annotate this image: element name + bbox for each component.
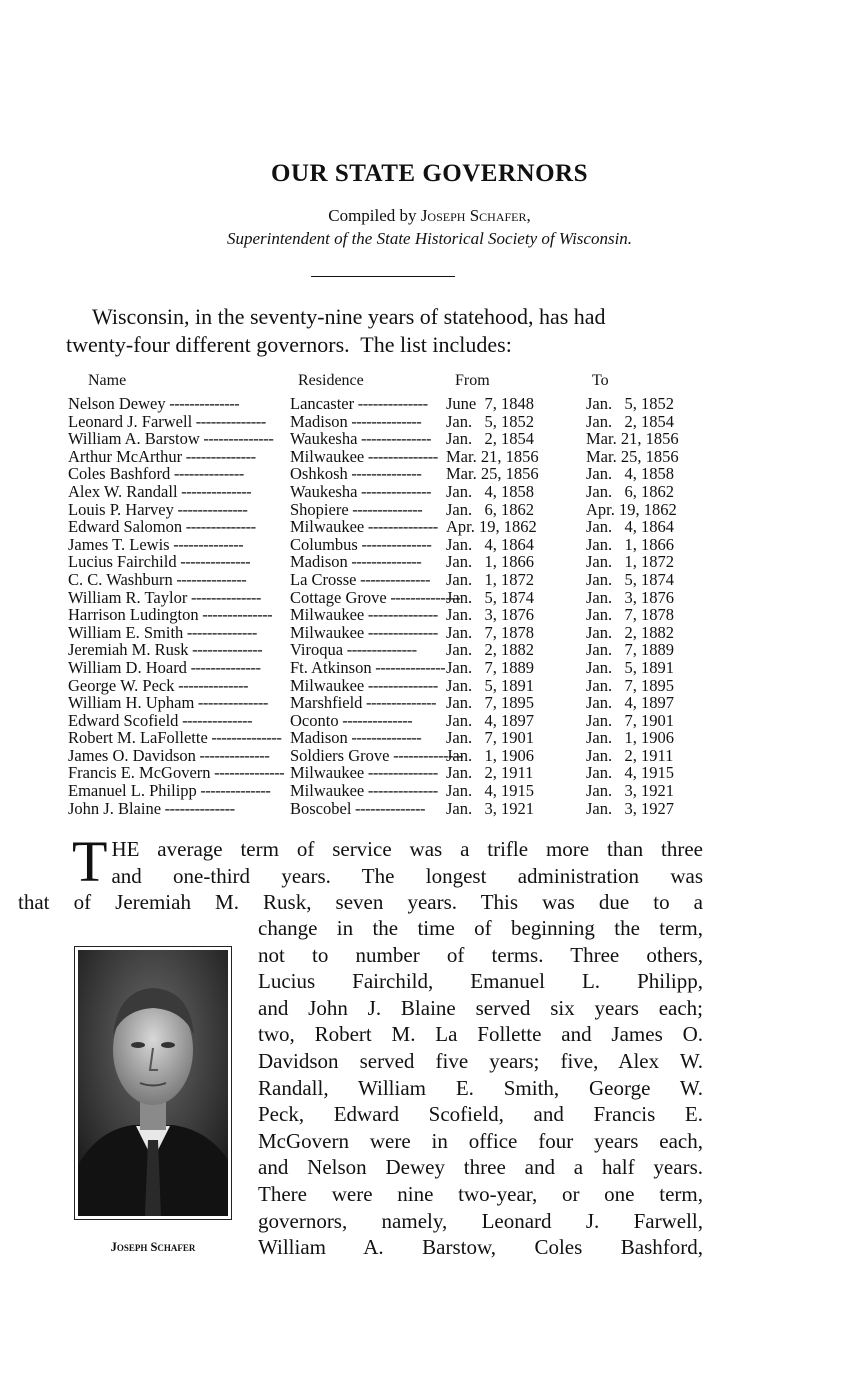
term-to: Jan. 4, 1897 bbox=[586, 693, 674, 713]
term-to: Jan. 3, 1921 bbox=[586, 781, 674, 801]
governor-row bbox=[68, 553, 679, 571]
governor-residence: Cottage Grove -------------- bbox=[290, 587, 461, 607]
term-to: Mar. 25, 1856 bbox=[586, 446, 679, 466]
governor-row bbox=[68, 589, 679, 607]
term-to: Apr. 19, 1862 bbox=[586, 499, 677, 519]
portrait-caption: Joseph Schafer bbox=[110, 1240, 196, 1254]
body-line: McGovern were in office four years each, bbox=[258, 1128, 703, 1153]
governor-row bbox=[68, 536, 679, 554]
governor-residence: Waukesha -------------- bbox=[290, 429, 431, 449]
governor-residence: Soldiers Grove -------------- bbox=[290, 745, 464, 765]
body-line: change in the time of beginning the term, bbox=[258, 916, 703, 940]
term-from: Jan. 6, 1862 bbox=[446, 499, 534, 519]
governor-name: Coles Bashford -------------- bbox=[68, 464, 244, 484]
governor-residence: Madison -------------- bbox=[290, 728, 422, 748]
term-to: Jan. 7, 1901 bbox=[586, 710, 674, 730]
term-to: Jan. 2, 1911 bbox=[586, 745, 674, 765]
term-to: Mar. 21, 1856 bbox=[586, 429, 679, 449]
body-line: Lucius Fairchild, Emanuel L. Philipp, bbox=[258, 969, 703, 994]
governor-row bbox=[68, 518, 679, 536]
governor-name: Leonard J. Farwell -------------- bbox=[68, 411, 266, 431]
governor-row bbox=[68, 694, 679, 712]
body-paragraph-right bbox=[258, 915, 703, 1261]
term-to: Jan. 4, 1915 bbox=[586, 763, 674, 783]
governor-row bbox=[68, 430, 679, 448]
governor-name: Nelson Dewey -------------- bbox=[68, 394, 240, 413]
governor-row bbox=[68, 712, 679, 730]
governor-name: Edward Scofield -------------- bbox=[68, 710, 252, 730]
term-from: Jan. 7, 1895 bbox=[446, 693, 534, 713]
governor-name: Emanuel L. Philipp -------------- bbox=[68, 781, 271, 801]
body-line: two, Robert M. La Follette and James O. bbox=[258, 1022, 703, 1047]
body-paragraph-top bbox=[18, 829, 703, 916]
governor-row bbox=[68, 448, 679, 466]
page-title: OUR STATE GOVERNORS bbox=[271, 160, 588, 187]
governor-residence: Ft. Atkinson -------------- bbox=[290, 657, 446, 677]
body-line: There were nine two-year, or one term, bbox=[258, 1181, 703, 1206]
superintendent-line: Superintendent of the State Historical Society of Wisconsin. bbox=[226, 229, 633, 248]
governor-row bbox=[68, 677, 679, 695]
governor-residence: Oconto -------------- bbox=[290, 710, 413, 730]
governor-name: Louis P. Harvey -------------- bbox=[68, 499, 248, 519]
governor-row bbox=[68, 606, 679, 624]
governor-name: C. C. Washburn -------------- bbox=[68, 569, 247, 589]
term-from: Jan. 1, 1872 bbox=[446, 569, 534, 589]
body-line: HE average term of service was a trifle more than three bbox=[111, 837, 703, 861]
term-to: Jan. 1, 1906 bbox=[586, 728, 674, 748]
body-line: and Nelson Dewey three and a half years. bbox=[258, 1155, 703, 1180]
compiled-by-line bbox=[0, 206, 859, 226]
governor-row bbox=[68, 747, 679, 765]
governor-residence: Milwaukee -------------- bbox=[290, 605, 438, 625]
governor-residence: Madison -------------- bbox=[290, 411, 422, 431]
body-line: Davidson served five years; five, Alex W. bbox=[258, 1048, 703, 1073]
term-to: Jan. 5, 1874 bbox=[586, 569, 674, 589]
term-from: Mar. 21, 1856 bbox=[446, 446, 539, 466]
governor-name: John J. Blaine -------------- bbox=[68, 798, 235, 818]
term-to: Jan. 3, 1927 bbox=[586, 798, 674, 818]
term-to: Jan. 7, 1895 bbox=[586, 675, 674, 695]
body-line: that of Jeremiah M. Rusk, seven years. This was due to a bbox=[18, 890, 703, 915]
drop-cap: T bbox=[72, 829, 108, 894]
governor-name: Jeremiah M. Rusk -------------- bbox=[68, 640, 263, 660]
compiler-name: Joseph Schafer, bbox=[420, 206, 531, 225]
header-to: To bbox=[592, 372, 609, 389]
governor-residence: Viroqua -------------- bbox=[290, 640, 417, 660]
term-from: Apr. 19, 1862 bbox=[446, 517, 537, 537]
term-from: Jan. 3, 1921 bbox=[446, 798, 534, 818]
body-line: not to number of terms. Three others, bbox=[258, 942, 703, 967]
term-from: Jan. 4, 1897 bbox=[446, 710, 534, 730]
governor-name: Harrison Ludington -------------- bbox=[68, 605, 273, 625]
governor-residence: Shopiere -------------- bbox=[290, 499, 423, 519]
governor-name: William D. Hoard -------------- bbox=[68, 657, 261, 677]
governor-name: William R. Taylor -------------- bbox=[68, 587, 261, 607]
governors-table-header bbox=[0, 372, 859, 392]
governor-row bbox=[68, 800, 679, 818]
governors-table bbox=[68, 395, 679, 817]
body-line: and John J. Blaine served six years each; bbox=[258, 995, 703, 1020]
portrait-image bbox=[78, 950, 228, 1216]
term-to: Jan. 2, 1882 bbox=[586, 622, 674, 642]
term-from: Jan. 4, 1864 bbox=[446, 534, 534, 554]
governor-name: Francis E. McGovern -------------- bbox=[68, 763, 285, 783]
governor-residence: Madison -------------- bbox=[290, 552, 422, 572]
header-from: From bbox=[455, 372, 490, 389]
governor-residence: La Crosse -------------- bbox=[290, 569, 431, 589]
governor-row bbox=[68, 395, 679, 413]
term-to: Jan. 7, 1889 bbox=[586, 640, 674, 660]
governor-row bbox=[68, 624, 679, 642]
governor-residence: Columbus -------------- bbox=[290, 534, 432, 554]
body-line: Randall, William E. Smith, George W. bbox=[258, 1075, 703, 1100]
intro-paragraph bbox=[66, 303, 706, 359]
term-from: Jan. 5, 1852 bbox=[446, 411, 534, 431]
term-to: Jan. 4, 1864 bbox=[586, 517, 674, 537]
term-from: Jan. 5, 1874 bbox=[446, 587, 534, 607]
governor-residence: Milwaukee -------------- bbox=[290, 763, 438, 783]
governor-residence: Oshkosh -------------- bbox=[290, 464, 422, 484]
term-from: Jan. 2, 1854 bbox=[446, 429, 534, 449]
term-from: Jan. 1, 1866 bbox=[446, 552, 534, 572]
term-to: Jan. 6, 1862 bbox=[586, 481, 674, 501]
term-to: Jan. 4, 1858 bbox=[586, 464, 674, 484]
term-to: Jan. 2, 1854 bbox=[586, 411, 674, 431]
governor-residence: Boscobel -------------- bbox=[290, 798, 425, 818]
governor-name: Arthur McArthur -------------- bbox=[68, 446, 256, 466]
header-residence: Residence bbox=[298, 372, 364, 389]
intro-line-2: twenty-four different governors. The list includes: bbox=[66, 332, 512, 357]
term-to: Jan. 1, 1872 bbox=[586, 552, 674, 572]
term-from: Mar. 25, 1856 bbox=[446, 464, 539, 484]
term-from: Jan. 7, 1878 bbox=[446, 622, 534, 642]
governor-residence: Milwaukee -------------- bbox=[290, 622, 438, 642]
governor-name: Alex W. Randall -------------- bbox=[68, 481, 252, 501]
body-line: William A. Barstow, Coles Bashford, bbox=[258, 1235, 703, 1260]
governor-name: Robert M. LaFollette -------------- bbox=[68, 728, 282, 748]
term-from: Jan. 2, 1911 bbox=[446, 763, 534, 783]
governor-name: Edward Salomon -------------- bbox=[68, 517, 256, 537]
governor-name: Lucius Fairchild -------------- bbox=[68, 552, 251, 572]
term-from: Jan. 4, 1858 bbox=[446, 481, 534, 501]
governor-row bbox=[68, 465, 679, 483]
governor-row bbox=[68, 501, 679, 519]
governor-residence: Milwaukee -------------- bbox=[290, 446, 438, 466]
term-from: Jan. 7, 1889 bbox=[446, 657, 534, 677]
term-from: Jan. 1, 1906 bbox=[446, 745, 534, 765]
intro-line-1: Wisconsin, in the seventy-nine years of statehood, has had bbox=[92, 304, 606, 329]
term-to: Jan. 7, 1878 bbox=[586, 605, 674, 625]
governor-residence: Milwaukee -------------- bbox=[290, 781, 438, 801]
term-from: Jan. 4, 1915 bbox=[446, 781, 534, 801]
term-from: Jan. 2, 1882 bbox=[446, 640, 534, 660]
governor-name: James O. Davidson -------------- bbox=[68, 745, 270, 765]
governor-name: William A. Barstow -------------- bbox=[68, 429, 274, 449]
term-to: Jan. 5, 1852 bbox=[586, 394, 674, 413]
term-from: Jan. 3, 1876 bbox=[446, 605, 534, 625]
governor-row bbox=[68, 571, 679, 589]
compiled-by-prefix: Compiled by bbox=[328, 206, 417, 225]
header-name: Name bbox=[88, 372, 127, 389]
divider-rule bbox=[311, 276, 455, 277]
term-to: Jan. 1, 1866 bbox=[586, 534, 674, 554]
body-line: governors, namely, Leonard J. Farwell, bbox=[258, 1208, 703, 1233]
term-to: Jan. 3, 1876 bbox=[586, 587, 674, 607]
body-line: Peck, Edward Scofield, and Francis E. bbox=[258, 1102, 703, 1127]
term-to: Jan. 5, 1891 bbox=[586, 657, 674, 677]
governor-row bbox=[68, 483, 679, 501]
governor-residence: Milwaukee -------------- bbox=[290, 675, 438, 695]
governor-row bbox=[68, 782, 679, 800]
governor-name: William H. Upham -------------- bbox=[68, 693, 268, 713]
governor-name: William E. Smith -------------- bbox=[68, 622, 257, 642]
governor-name: George W. Peck -------------- bbox=[68, 675, 249, 695]
governor-name: James T. Lewis -------------- bbox=[68, 534, 244, 554]
governor-residence: Milwaukee -------------- bbox=[290, 517, 438, 537]
governor-row bbox=[68, 659, 679, 677]
term-from: Jan. 5, 1891 bbox=[446, 675, 534, 695]
governor-residence: Waukesha -------------- bbox=[290, 481, 431, 501]
portrait-photo bbox=[74, 946, 232, 1220]
governor-residence: Lancaster -------------- bbox=[290, 394, 428, 413]
governor-row bbox=[68, 729, 679, 747]
term-from: Jan. 7, 1901 bbox=[446, 728, 534, 748]
governor-residence: Marshfield -------------- bbox=[290, 693, 436, 713]
governor-row bbox=[68, 413, 679, 431]
term-from: June 7, 1848 bbox=[446, 394, 534, 413]
governor-row bbox=[68, 641, 679, 659]
governor-row bbox=[68, 764, 679, 782]
governors-table-body bbox=[68, 395, 679, 817]
body-line: and one-third years. The longest administration was bbox=[111, 863, 703, 888]
